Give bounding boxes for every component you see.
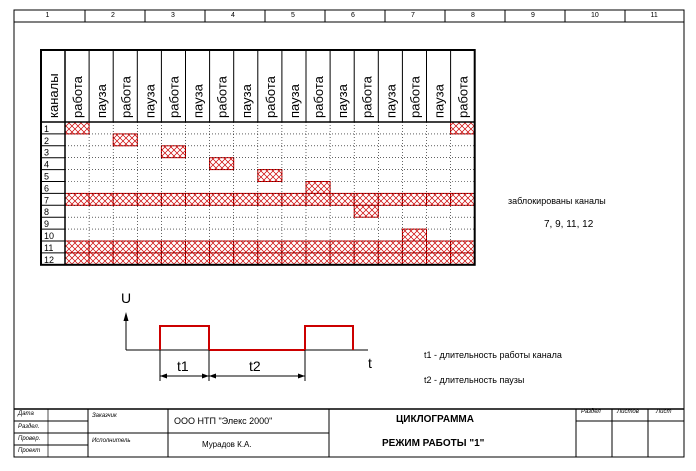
active-cell [354, 253, 378, 265]
active-cell [282, 241, 306, 253]
active-cell [378, 193, 402, 205]
active-cell [234, 241, 258, 253]
active-cell [210, 158, 234, 170]
active-cell [113, 193, 137, 205]
active-cell [258, 193, 282, 205]
tb-project: Проект [18, 448, 41, 454]
active-cell [330, 193, 354, 205]
mode-column-header: работа [262, 76, 278, 118]
active-cell [89, 193, 113, 205]
active-cell [427, 193, 451, 205]
active-cell [65, 253, 89, 265]
mode-column-header: пауза [94, 84, 110, 118]
legend-t1: t1 - длительность работы канала [424, 350, 562, 360]
tb-sheets: Листов [617, 409, 639, 415]
ruler-number: 10 [591, 12, 599, 19]
blocked-title: заблокированы каналы [508, 196, 606, 206]
active-cell [137, 193, 161, 205]
active-cell [186, 193, 210, 205]
mode-column-header: работа [166, 76, 182, 118]
active-cell [354, 193, 378, 205]
dim-arrowhead [209, 374, 216, 379]
mode-column-header: работа [407, 76, 423, 118]
ruler-number: 8 [471, 12, 475, 19]
mode-column-header: пауза [286, 84, 302, 118]
channel-number: 4 [44, 159, 50, 170]
active-cell [210, 253, 234, 265]
mode-column-header: работа [455, 76, 471, 118]
active-cell [137, 253, 161, 265]
active-cell [113, 134, 137, 146]
pulse-2 [305, 326, 353, 350]
active-cell [451, 193, 475, 205]
mode-column-header: пауза [190, 84, 206, 118]
channel-number: 8 [44, 207, 50, 218]
ruler-number: 4 [231, 12, 235, 19]
channel-number: 6 [44, 183, 50, 194]
mode-column-header: пауза [431, 84, 447, 118]
active-cell [161, 193, 185, 205]
mode-column-header: пауза [383, 84, 399, 118]
dim-arrowhead [298, 374, 305, 379]
active-cell [234, 193, 258, 205]
active-cell [186, 253, 210, 265]
tb-checked: Провер. [18, 436, 41, 442]
channel-number: 9 [44, 219, 50, 230]
ruler-number: 11 [650, 12, 658, 19]
active-cell [186, 241, 210, 253]
active-cell [161, 253, 185, 265]
active-cell [402, 253, 426, 265]
mode-column-header: работа [70, 76, 86, 118]
active-cell [282, 193, 306, 205]
tb-date: Дата [18, 411, 34, 417]
ruler-number: 9 [531, 12, 535, 19]
tb-section: Раздел [581, 409, 601, 415]
mode-column-header: работа [118, 76, 134, 118]
tb-customer-value: ООО НТП "Элекс 2000" [174, 416, 273, 426]
channel-number: 1 [44, 123, 50, 134]
channel-number: 2 [44, 135, 50, 146]
pulse-1 [160, 326, 209, 350]
ruler-number: 6 [351, 12, 355, 19]
active-cell [378, 241, 402, 253]
active-cell [402, 193, 426, 205]
ruler-number: 3 [171, 12, 175, 19]
mode-column-header: пауза [335, 84, 351, 118]
mode-column-header: пауза [142, 84, 158, 118]
active-cell [65, 193, 89, 205]
t1-label: t1 [177, 358, 189, 374]
active-cell [354, 241, 378, 253]
active-cell [282, 253, 306, 265]
mode-column-header: пауза [238, 84, 254, 118]
active-cell [330, 241, 354, 253]
active-cell [402, 229, 426, 241]
active-cell [258, 170, 282, 182]
ruler-number: 2 [111, 12, 115, 19]
channel-number: 7 [44, 195, 50, 206]
t-axis-label: t [368, 355, 372, 371]
active-cell [451, 122, 475, 134]
active-cell [161, 241, 185, 253]
tb-executor-value: Мурадов К.А. [202, 440, 252, 449]
active-cell [378, 253, 402, 265]
active-cell [306, 253, 330, 265]
t2-label: t2 [249, 358, 261, 374]
active-cell [89, 253, 113, 265]
active-cell [210, 193, 234, 205]
tb-customer: Заказчик [92, 413, 117, 419]
dim-arrowhead [160, 374, 167, 379]
channel-number: 10 [44, 231, 55, 241]
active-cell [113, 253, 137, 265]
active-cell [65, 122, 89, 134]
tb-executor: Исполнитель [92, 438, 131, 444]
ruler-number: 5 [291, 12, 295, 19]
mode-column-header: работа [214, 76, 230, 118]
active-cell [161, 146, 185, 158]
dim-arrowhead [202, 374, 209, 379]
tb-section-short: Раздел. [18, 424, 40, 430]
channel-number: 5 [44, 171, 50, 182]
active-cell [427, 253, 451, 265]
active-cell [306, 182, 330, 194]
active-cell [354, 205, 378, 217]
active-cell [402, 241, 426, 253]
ruler-number: 7 [411, 12, 415, 19]
channel-number: 3 [44, 147, 50, 158]
legend-t2: t2 - длительность паузы [424, 375, 525, 385]
mode-column-header: работа [311, 76, 327, 118]
u-axis-label: U [121, 290, 132, 306]
active-cell [330, 253, 354, 265]
active-cell [451, 241, 475, 253]
active-cell [113, 241, 137, 253]
tb-title-2: РЕЖИМ РАБОТЫ "1" [382, 438, 485, 449]
active-cell [137, 241, 161, 253]
active-cell [427, 241, 451, 253]
u-axis-arrow [124, 312, 129, 321]
blocked-list: 7, 9, 11, 12 [544, 219, 594, 230]
channel-number: 11 [44, 242, 54, 253]
tb-sheet: Лист [656, 409, 672, 415]
active-cell [306, 193, 330, 205]
active-cell [258, 241, 282, 253]
tb-title-1: ЦИКЛОГРАММА [396, 414, 474, 425]
active-cell [258, 253, 282, 265]
active-cell [451, 253, 475, 265]
active-cell [234, 253, 258, 265]
sheet-border [14, 10, 684, 457]
channel-number: 12 [44, 254, 55, 265]
mode-column-header: работа [359, 76, 375, 118]
active-cell [89, 241, 113, 253]
active-cell [210, 241, 234, 253]
active-cell [306, 241, 330, 253]
channels-header: каналы [46, 73, 61, 118]
active-cell [65, 241, 89, 253]
ruler-number: 1 [45, 12, 50, 19]
